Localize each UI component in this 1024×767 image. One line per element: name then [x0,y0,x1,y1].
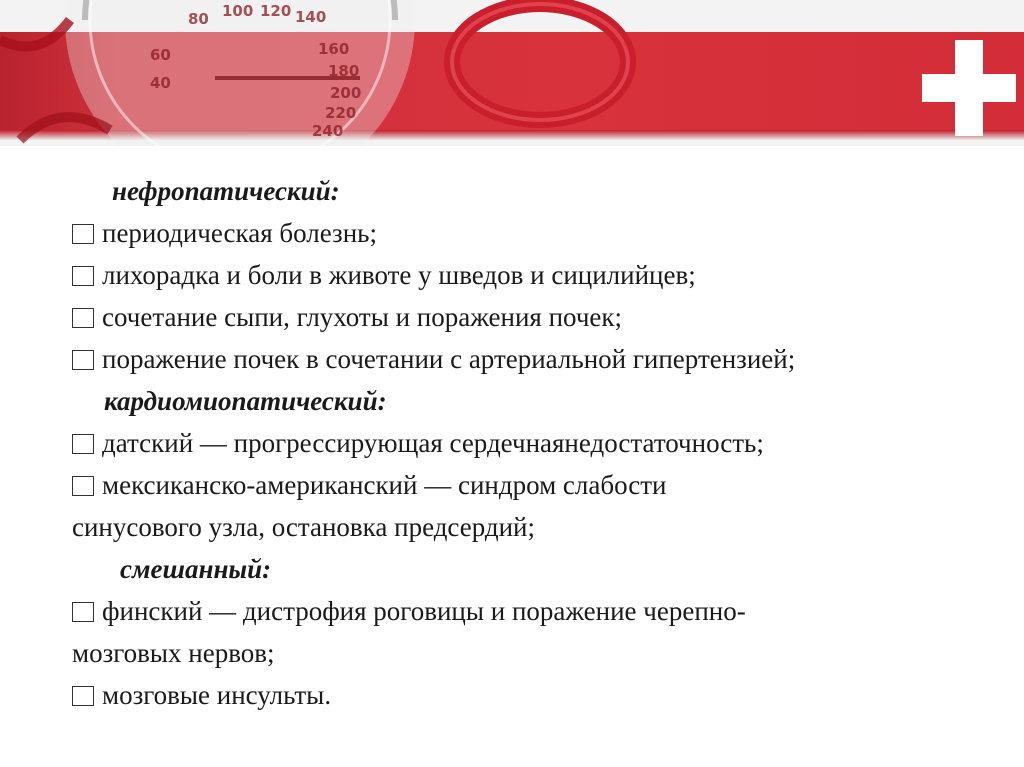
list-item-text: поражение почек в сочетании с артериальной гипертензией; [102,344,796,374]
header-banner [0,0,1024,146]
slide-content [72,170,1002,716]
list-item-text: мексиканско-американский — синдром слабости [102,470,667,500]
checkbox-bullet-icon [72,308,94,328]
svg-text:180: 180 [328,62,360,80]
checkbox-bullet-icon [72,476,94,496]
list-item [72,254,1002,296]
list-item [72,464,1002,506]
svg-text:120: 120 [260,2,292,20]
svg-text:40: 40 [150,74,171,92]
svg-text:80: 80 [188,10,209,28]
section-heading-nephropathic: нефропатический: [112,176,340,206]
list-item-text: периодическая болезнь; [102,218,377,248]
svg-text:240: 240 [312,122,344,140]
medical-cross-icon [922,40,1016,136]
svg-text:160: 160 [318,40,350,58]
list-item-text: финский — дистрофия роговицы и поражение черепно- [102,596,746,626]
list-item [72,296,1002,338]
svg-text:220: 220 [325,104,357,122]
list-item [72,590,1002,632]
list-item-text: датский — прогрессирующая сердечнаянедостаточность; [102,428,764,458]
list-item [72,212,1002,254]
checkbox-bullet-icon [72,350,94,370]
list-item [72,338,1002,380]
checkbox-bullet-icon [72,224,94,244]
list-item-text: лихорадка и боли в животе у шведов и сицилийцев; [102,260,696,290]
list-item-text: сочетание сыпи, глухоты и поражения почек; [102,302,623,332]
svg-text:140: 140 [295,8,327,26]
svg-text:100: 100 [222,2,254,20]
tonometer-icon [0,0,700,146]
section-heading-cardiomyopathic: кардиомиопатический: [104,386,387,416]
list-item [72,422,1002,464]
section-heading-mixed: смешанный: [120,554,272,584]
checkbox-bullet-icon [72,602,94,622]
list-item [72,674,1002,716]
svg-text:200: 200 [330,84,362,102]
checkbox-bullet-icon [72,266,94,286]
checkbox-bullet-icon [72,686,94,706]
svg-text:60: 60 [150,46,171,64]
list-item-continuation: мозговых нервов; [72,638,275,668]
checkbox-bullet-icon [72,434,94,454]
list-item-text: мозговые инсульты. [102,680,332,710]
list-item-continuation: синусового узла, остановка предсердий; [72,512,536,542]
